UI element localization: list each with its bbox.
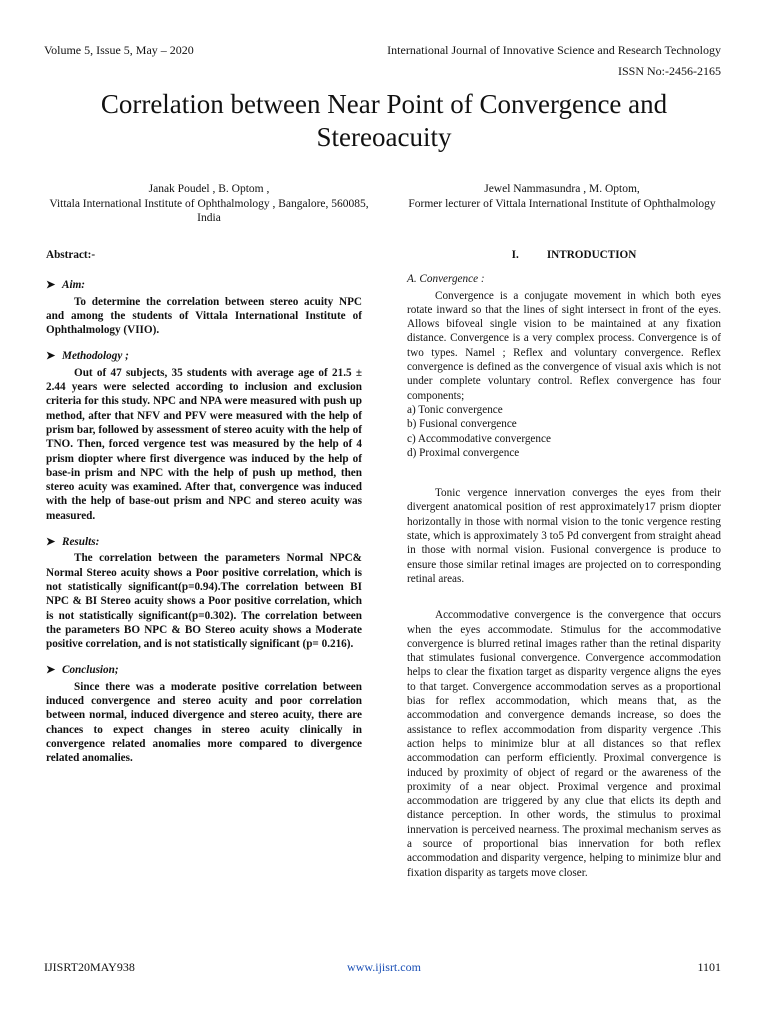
section-label: Conclusion; <box>62 664 119 677</box>
abstract-section-conclusion <box>46 663 362 677</box>
article-code: IJISRT20MAY938 <box>44 960 135 974</box>
author-name: Janak Poudel , B. Optom , <box>148 183 270 195</box>
arrow-bullet-icon: ➤ <box>46 664 56 677</box>
list-item: b) Fusional convergence <box>407 418 517 431</box>
list-item: d) Proximal convergence <box>407 446 520 459</box>
journal-url-link[interactable]: www.ijisrt.com <box>347 960 421 974</box>
section-title: INTRODUCTION <box>546 249 637 261</box>
section-label: Aim: <box>62 279 85 292</box>
results-text: The correlation between the parameters Normal NPC& Normal Stereo acuity shows a Poor positive correlation, which is not statistically significant(p=0.94).The correlation between BI NPC & BI Stereo acuity shows a Poor positive correlation, which is not statistically significant(p=0.302). The correlation between the parameters BO NPC & BO Stereo acuity shows a Moderate positive correlation, and is not statistically significant (p= 0.216). <box>46 552 362 651</box>
author-name: Jewel Nammasundra , M. Optom, <box>484 183 640 195</box>
journal-name: International Journal of Innovative Science and Research Technology <box>387 43 721 57</box>
intro-paragraph-2: Tonic vergence innervation converges the eyes from their divergent anatomical position of rest approximately17 prism diopter horizontally in those with normal vision to the tonic vergence resting state, which is approximately 3 to5 Pd convergent from straight ahead in those with normal vision. Fusional convergence is produce to ensure those similar retinal images are projected on to corresponding retinal areas. <box>407 487 721 585</box>
conclusion-text: Since there was a moderate positive correlation between induced convergence and stereo acuity and poor correlation between normal, induced divergence and stereo acuity, there are chances to expect changes in stereo acuity clinically in convergence related anomalies more compared to divergence related anomalies. <box>46 680 362 765</box>
author-affiliation: Vittala International Institute of Ophthalmology , Bangalore, 560085, India <box>49 197 369 224</box>
intro-paragraph-3: Accommodative convergence is the convergence that occurs when the eyes accommodate. Stimulus for the accommodative convergence is blurred retinal images rather than the retinal disparity that stimulates fusional convergence. Convergence accommodation helps to clear the fixation target as disparity vergence aligns the eyes to that target. Convergence accommodation serves as a proportional bias for reflex accommodation, which means that, as the accommodation and convergence demands increase, so does the assistance to reflex accommodation from disparity vergence .This action helps to minimize blur at all distances so that reflex accommodation can perform efficiently. Proximal convergence is induced by proximity of object of regard or the awareness of the proximity of a near object. Proximal vergence and proximal accommodation are triggered by any clue that elicts its depth and distance perception. In other words, the stimulus to proximal innervation is perceived nearness. The proximal mechanism serves as a source of proportional bias innervation for both reflex accommodation and disparity vergence, helping to minimize blur and fixation disparity as targets move closer. <box>407 609 721 879</box>
convergence-subheading: A. Convergence : <box>407 273 485 286</box>
issn: ISSN No:-2456-2165 <box>617 64 721 78</box>
abstract-column <box>46 248 362 778</box>
section-number: I. <box>511 249 519 261</box>
intro-paragraph-1: Convergence is a conjugate movement in which both eyes rotate inward so that the lines of sight intersect in front of the eyes. Allows bifoveal single vision to be maintained at any fixation distance. Convergence is a very complex process. Convergence is of two types. Namel ; Reflex and voluntary convergence. Reflex convergence is defined as the convergence of visual axis which is not under complete voluntary control. Reflex convergence has four components; <box>407 289 721 402</box>
section-label: Results: <box>62 536 100 549</box>
author-block-1 <box>44 182 374 226</box>
list-item: c) Accommodative convergence <box>407 432 551 445</box>
list-item: a) Tonic convergence <box>407 403 503 416</box>
page-number: 1101 <box>697 960 721 974</box>
abstract-section-methodology <box>46 349 362 363</box>
section-label: Methodology ; <box>62 350 129 363</box>
introduction-column <box>407 248 721 894</box>
arrow-bullet-icon: ➤ <box>46 350 56 363</box>
methodology-text: Out of 47 subjects, 35 students with average age of 21.5 ± 2.44 years were selected according to inclusion and exclusion criteria for this study. NPC and NPA were measured with push up method, after that NFV and PFV were measured with the help of prism bar, followed by assessment of stereo acuity with the help of TNO. Then, forced vergence test was measured by the help of 4 prism diopter where first divergence was induced by the help of base-in prism and NPC with the help of push up method, then stereo acuity was examined. After that, convergence was induced with the help of base-out prism and NPC and stereo acuity was measured. <box>46 366 362 522</box>
arrow-bullet-icon: ➤ <box>46 536 56 549</box>
abstract-section-results <box>46 535 362 549</box>
arrow-bullet-icon: ➤ <box>46 279 56 292</box>
author-affiliation: Former lecturer of Vittala International Institute of Ophthalmology <box>408 197 716 210</box>
author-block-2 <box>400 182 724 211</box>
abstract-heading: Abstract:- <box>46 249 96 261</box>
aim-text: To determine the correlation between stereo acuity NPC and among the students of Vittala International Institute of Ophthalmology (VIIO). <box>46 295 362 337</box>
paper-title: Correlation between Near Point of Convergence and Stereoacuity <box>100 89 668 152</box>
abstract-section-aim <box>46 278 362 292</box>
volume-info: Volume 5, Issue 5, May – 2020 <box>44 43 194 57</box>
introduction-heading <box>407 248 721 262</box>
convergence-components-list <box>407 403 721 460</box>
